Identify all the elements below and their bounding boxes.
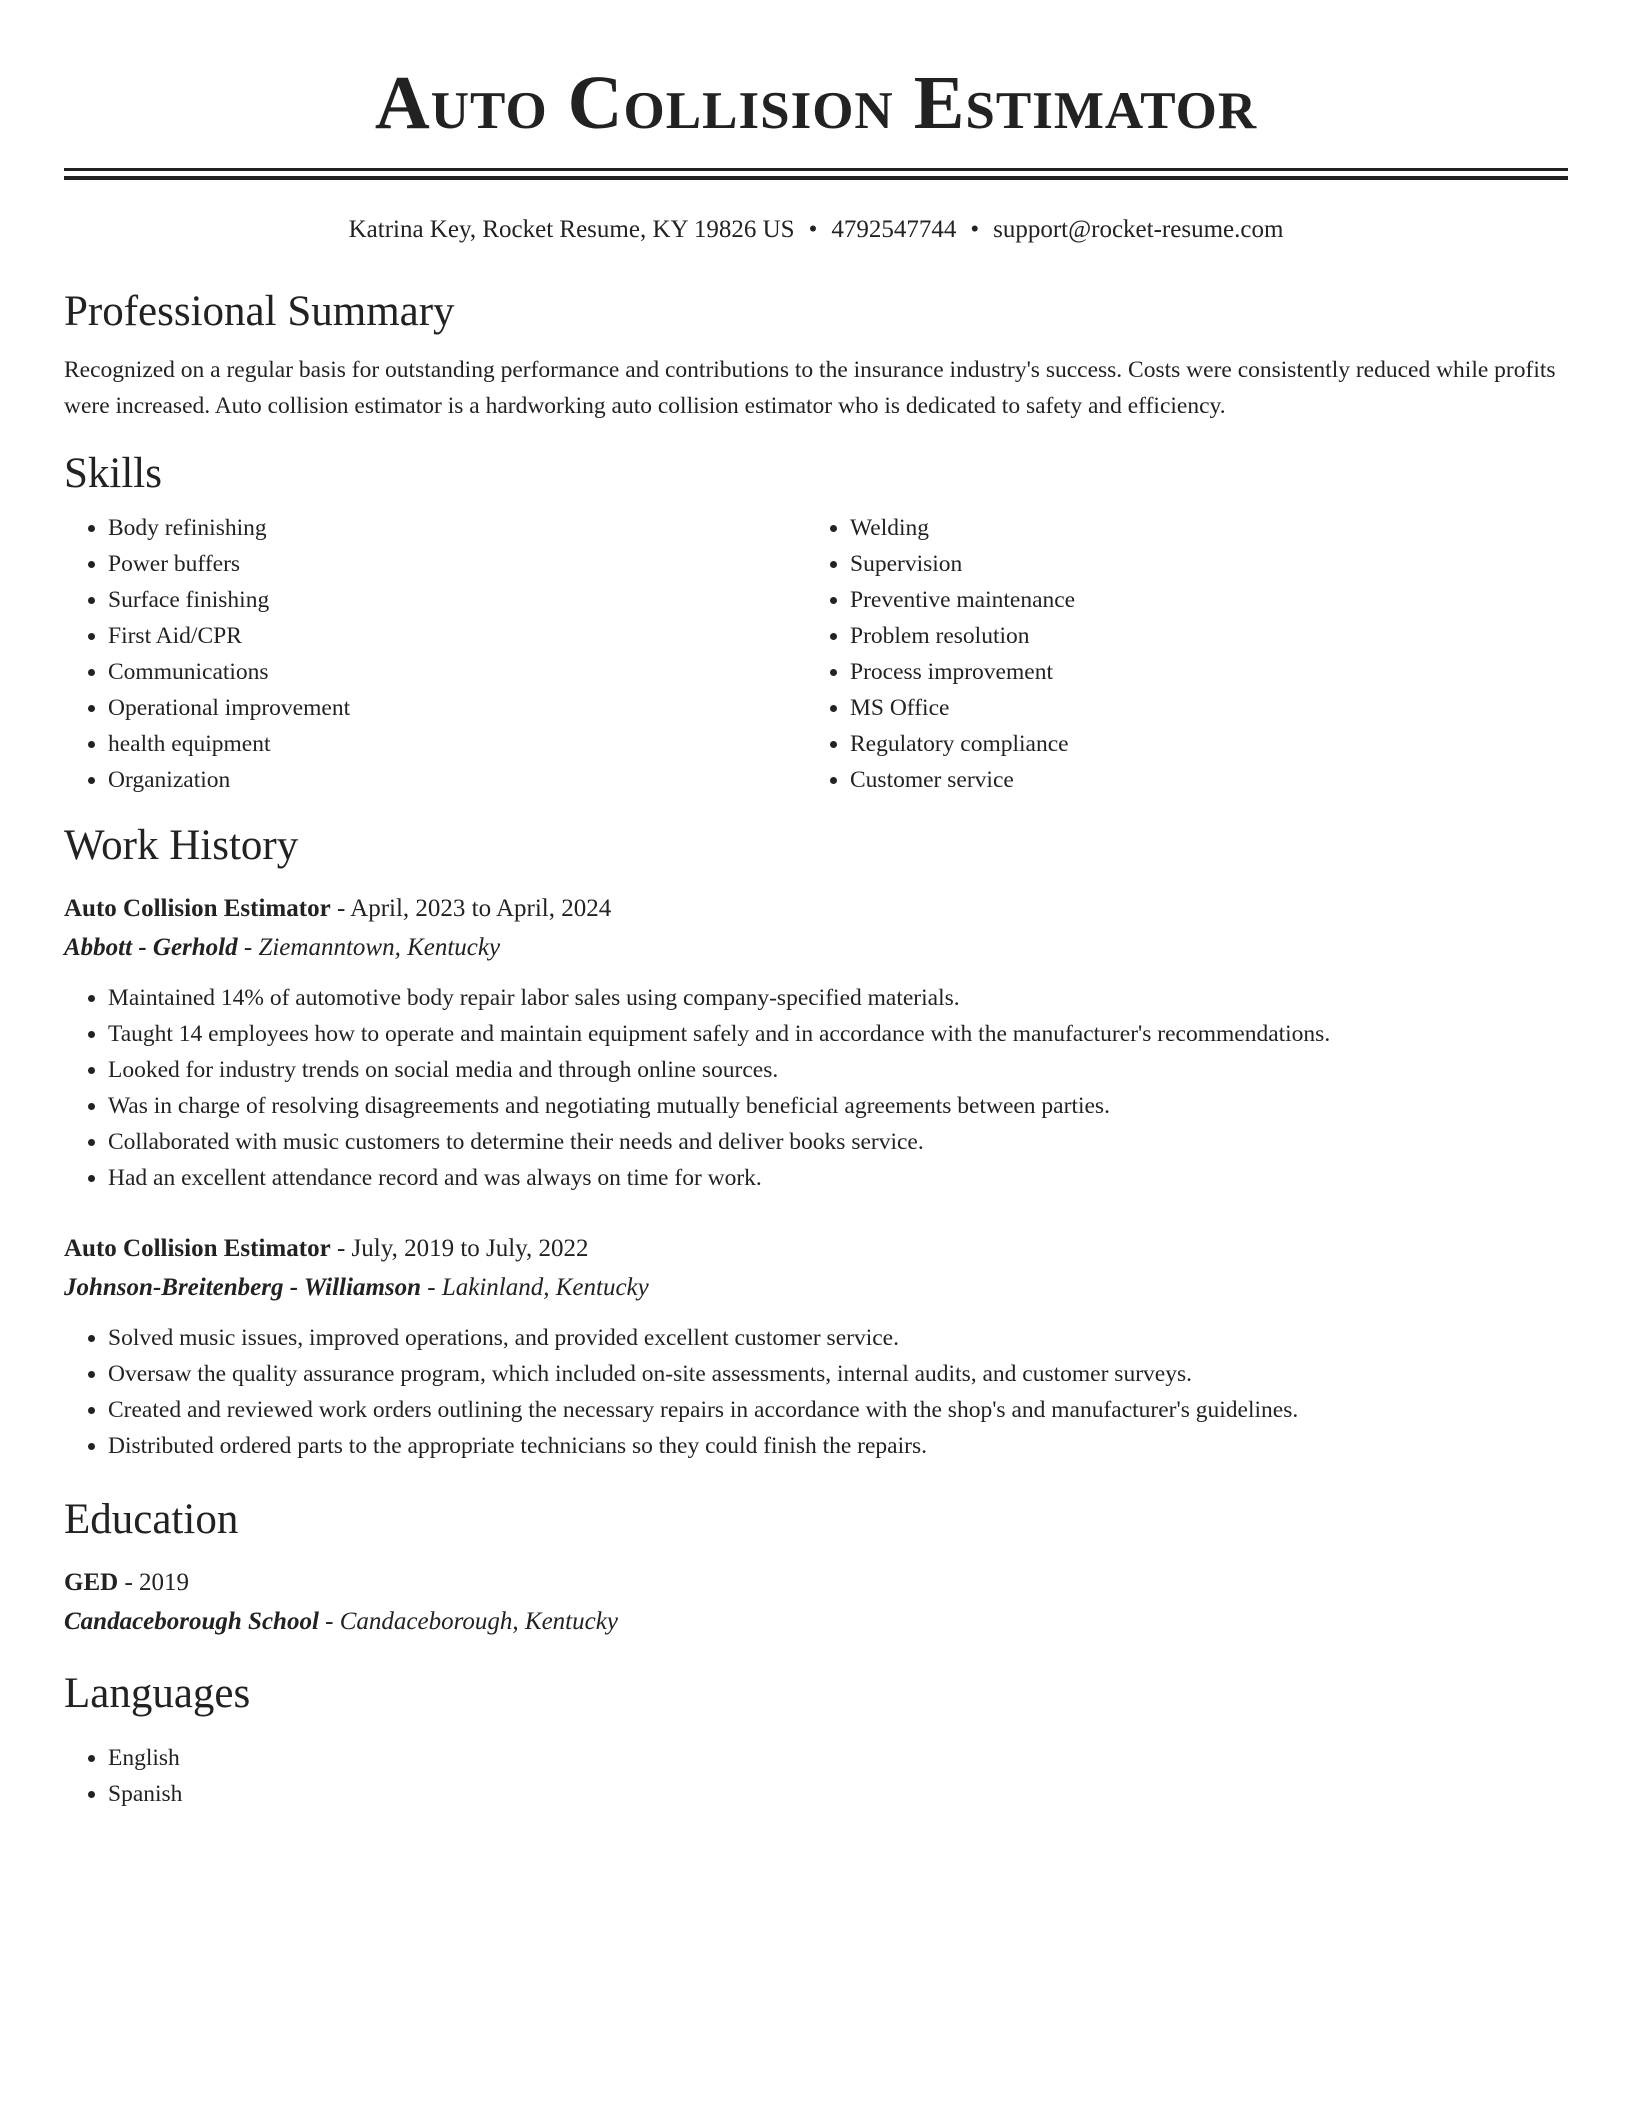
company-line: [64, 928, 1568, 968]
degree-year: - 2019: [118, 1569, 190, 1596]
job-duty: • Looked for industry trends on social media and through online sources.: [108, 1052, 1568, 1088]
skills-columns: [64, 510, 1568, 798]
job-duty: • Solved music issues, improved operations, and provided excellent customer service.: [108, 1320, 1568, 1356]
job-entry: [64, 890, 1568, 1196]
education-entry: [64, 1564, 1568, 1642]
language-item: • English: [108, 1740, 1568, 1776]
skill-item: • Surface finishing: [108, 582, 806, 618]
school-name: Candaceborough School: [64, 1608, 319, 1635]
skill-item: • MS Office: [850, 690, 1548, 726]
company-location: - Lakinland, Kentucky: [421, 1274, 649, 1301]
work-history-section: [64, 820, 1568, 1464]
degree-name: GED: [64, 1569, 119, 1596]
contact-line: [64, 214, 1568, 246]
job-duty: • Had an excellent attendance record and was always on time for work.: [108, 1160, 1568, 1196]
skill-item: • Process improvement: [850, 654, 1548, 690]
contact-phone: 4792547744: [831, 216, 957, 243]
job-title: Auto Collision Estimator: [64, 1235, 331, 1262]
education-heading: Education: [64, 1496, 239, 1543]
skills-list-right: [806, 510, 1548, 798]
title-double-rule: [64, 168, 1568, 180]
languages-heading: Languages: [64, 1670, 251, 1717]
skill-item: • Body refinishing: [108, 510, 806, 546]
skill-item: • Organization: [108, 762, 806, 798]
skill-item: • Supervision: [850, 546, 1548, 582]
school-line: [64, 1602, 1568, 1642]
skills-heading: Skills: [64, 450, 162, 497]
job-duty: • Oversaw the quality assurance program, which included on-site assessments, internal audits, and customer surveys.: [108, 1356, 1568, 1392]
job-title: Auto Collision Estimator: [64, 895, 331, 922]
summary-heading: Professional Summary: [64, 288, 455, 335]
contact-separator: •: [808, 216, 818, 243]
languages-section: [64, 1668, 1568, 1812]
skill-item: • Customer service: [850, 762, 1548, 798]
skill-item: • Power buffers: [108, 546, 806, 582]
job-duty: • Created and reviewed work orders outlining the necessary repairs in accordance with the shop's and manufacturer's guidelines.: [108, 1392, 1568, 1428]
professional-summary-section: [64, 286, 1568, 424]
language-item: • Spanish: [108, 1776, 1568, 1812]
job-duty: • Taught 14 employees how to operate and maintain equipment safely and in accordance with the manufacturer's recommendations.: [108, 1016, 1568, 1052]
job-dates: - April, 2023 to April, 2024: [330, 895, 612, 922]
contact-email: support@rocket-resume.com: [993, 216, 1284, 243]
skill-item: • Welding: [850, 510, 1548, 546]
summary-text: Recognized on a regular basis for outstanding performance and contributions to the insurance industry's success. Costs were consistently reduced while profits were increased. Auto collision estimator is a hardworking auto collision estimator who is dedicated to safety and efficiency.: [64, 357, 1556, 419]
job-entry: [64, 1230, 1568, 1464]
skills-column-right: [806, 510, 1548, 798]
skill-item: • Regulatory compliance: [850, 726, 1548, 762]
job-duties-list: [64, 1320, 1568, 1464]
company-line: [64, 1268, 1568, 1308]
skill-item: • Preventive maintenance: [850, 582, 1548, 618]
resume-title: Auto Collision Estimator: [374, 61, 1258, 145]
school-location: - Candaceborough, Kentucky: [318, 1608, 618, 1635]
skill-item: • First Aid/CPR: [108, 618, 806, 654]
education-section: [64, 1494, 1568, 1642]
job-duties-list: [64, 980, 1568, 1196]
skill-item: • health equipment: [108, 726, 806, 762]
job-dates: - July, 2019 to July, 2022: [330, 1235, 589, 1262]
job-title-line: [64, 1230, 1568, 1268]
job-duty: • Was in charge of resolving disagreements and negotiating mutually beneficial agreements between parties.: [108, 1088, 1568, 1124]
degree-line: [64, 1564, 1568, 1602]
company-name: Abbott - Gerhold: [64, 934, 238, 961]
job-duty: • Collaborated with music customers to determine their needs and deliver books service.: [108, 1124, 1568, 1160]
skill-item: • Communications: [108, 654, 806, 690]
skill-item: • Operational improvement: [108, 690, 806, 726]
skill-item: • Problem resolution: [850, 618, 1548, 654]
contact-separator: •: [970, 216, 980, 243]
job-duty: • Distributed ordered parts to the appropriate technicians so they could finish the repairs.: [108, 1428, 1568, 1464]
contact-address: Katrina Key, Rocket Resume, KY 19826 US: [348, 216, 795, 243]
skills-section: [64, 448, 1568, 798]
skills-column-left: [64, 510, 806, 798]
company-name: Johnson-Breitenberg - Williamson: [64, 1274, 422, 1301]
job-duty: • Maintained 14% of automotive body repair labor sales using company-specified materials.: [108, 980, 1568, 1016]
skills-list-left: [64, 510, 806, 798]
company-location: - Ziemanntown, Kentucky: [237, 934, 501, 961]
languages-list: [64, 1740, 1568, 1812]
job-title-line: [64, 890, 1568, 928]
work-history-heading: Work History: [64, 822, 299, 869]
